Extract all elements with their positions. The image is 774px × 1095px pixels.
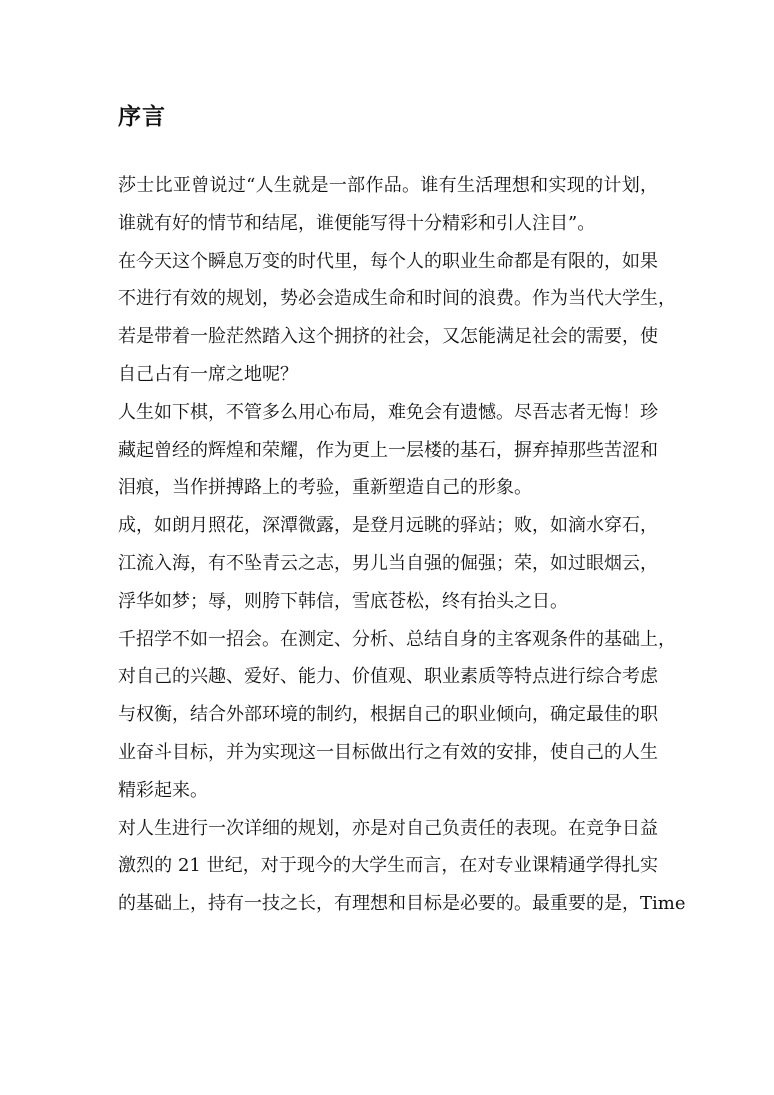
text-line: 浮华如梦；辱，则胯下韩信，雪底苍松，终有抬头之日。 (118, 590, 568, 612)
text-line: 藏起曾经的辉煌和荣耀，作为更上一层楼的基石，摒弃掉那些苦涩和 (118, 439, 658, 461)
text-line: 的基础上，持有一技之长，有理想和目标是必要的。最重要的是，Time (118, 893, 686, 915)
text-line: 谁就有好的情节和结尾，谁便能写得十分精彩和引人注目”。 (118, 212, 596, 234)
document-body (118, 167, 686, 923)
text-line: 在今天这个瞬息万变的时代里，每个人的职业生命都是有限的，如果 (118, 250, 658, 272)
text-line: 精彩起来。 (118, 779, 208, 801)
text-line: 对自己的兴趣、爱好、能力、价值观、职业素质等特点进行综合考虑 (118, 666, 658, 688)
paragraph (118, 243, 676, 394)
text-line: 若是带着一脸茫然踏入这个拥挤的社会，又怎能满足社会的需要，使 (118, 326, 658, 348)
paragraph (118, 621, 676, 810)
text-line: 业奋斗目标，并为实现这一目标做出行之有效的安排，使自己的人生 (118, 741, 658, 763)
text-line: 人生如下棋，不管多么用心布局，难免会有遗憾。尽吾志者无悔！珍 (118, 401, 658, 423)
text-line: 激烈的 21 世纪，对于现今的大学生而言，在对专业课精通学得扎实 (118, 855, 658, 877)
text-line: 自己占有一席之地呢？ (118, 363, 298, 385)
paragraph (118, 810, 686, 923)
text-line: 与权衡，结合外部环境的制约，根据自己的职业倾向，确定最佳的职 (118, 704, 658, 726)
text-line: 千招学不如一招会。在测定、分析、总结自身的主客观条件的基础上， (118, 628, 676, 650)
paragraph (118, 507, 658, 620)
document-title: 序言 (118, 104, 166, 130)
paragraph (118, 394, 658, 507)
text-line: 莎士比亚曾说过“人生就是一部作品。谁有生活理想和实现的计划， (118, 175, 658, 196)
text-line: 不进行有效的规划，势必会造成生命和时间的浪费。作为当代大学生， (118, 288, 676, 310)
text-line: 成，如朗月照花，深潭微露，是登月远眺的驿站；败，如滴水穿石， (118, 515, 658, 537)
text-line: 对人生进行一次详细的规划，亦是对自己负责任的表现。在竞争日益 (118, 817, 658, 839)
text-line: 江流入海，有不坠青云之志，男儿当自强的倔强；荣，如过眼烟云， (118, 552, 658, 574)
paragraph (118, 167, 658, 243)
text-line: 泪痕，当作拼搏路上的考验，重新塑造自己的形象。 (118, 477, 532, 499)
